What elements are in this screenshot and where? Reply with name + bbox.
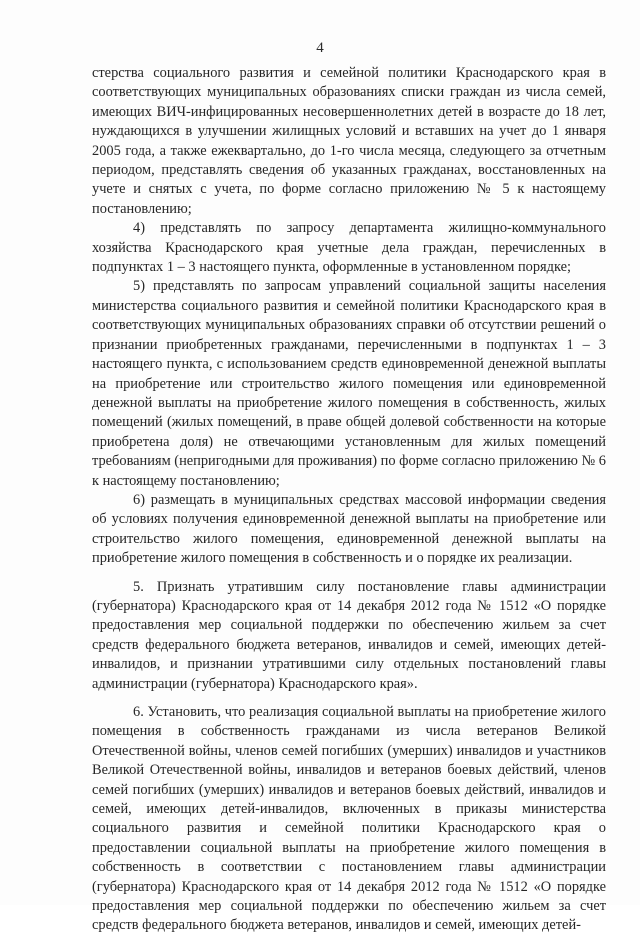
paragraph-item-6: 6) размещать в муниципальных средствах массовой информации сведения об условиях получения единовременной денежной выплаты на приобретение или строительство жилого помещения, единовременной денежной выплаты на приобретение жилого помещения в собственность и о порядке их реализации. (92, 491, 606, 567)
page-number: 4 (316, 40, 324, 56)
paragraph-continuation: стерства социального развития и семейной политики Краснодарского края в соответствующих муниципальных образованиях списки граждан из числа семей, имеющих ВИЧ-инфицированных несовершеннолетних детей в возрасте до 18 лет, нуждающихся в улучшении жилищных условий и вставших на учет до 1 января 2005 года, а также ежеквартально, до 1-го числа месяца, следующего за отчетным периодом, представлять сведения об указанных гражданах, восстановленных на учете и снятых с учета, по форме согласно приложению № 5 к настоящему постановлению; (92, 65, 606, 217)
paragraph-clause-5: 5. Признать утратившим силу постановление главы администрации (губернатора) Краснодарского края от 14 декабря 2012 года № 1512 «О порядке предоставления мер социальной поддержки по обеспечению жильем за счет средств федерального бюджета ветеранов, инвалидов и семей, имеющих детей-инвалидов, и признании утратившими силу отдельных постановлений главы администрации (губернатора) Краснодарского края». (92, 578, 606, 692)
document-body (92, 64, 606, 936)
paragraph-item-4: 4) представлять по запросу департамента жилищно-коммунального хозяйства Краснодарского края учетные дела граждан, перечисленных в подпунктах 1 – 3 настоящего пункта, оформленные в установленном порядке; (92, 220, 606, 276)
paragraph-item-5: 5) представлять по запросам управлений социальной защиты населения министерства социального развития и семейной политики Краснодарского края в соответствующих муниципальных образованиях справки об отсутствии решений о признании приобретенных гражданами, перечисленными в подпунктах 1 – 3 настоящего пункта, с использованием средств единовременной денежной выплаты на приобретение или строительство жилого помещения или единовременной денежной выплаты на приобретение жилого помещения в собственность, жилых помещений (жилых помещений, в праве общей долевой собственности на которые приобретена доля) не отвечающими установленным для жилых помещений требованиям (непригодными для проживания) по форме согласно приложению № 6 к настоящему постановлению; (92, 278, 606, 489)
paragraph-clause-6: 6. Установить, что реализация социальной выплаты на приобретение жилого помещения в собственность гражданами из числа ветеранов Великой Отечественной войны, членов семей погибших (умерших) инвалидов и участников Великой Отечественной войны, инвалидов и ветеранов боевых действий, членов семей погибших (умерших) инвалидов и ветеранов боевых действий, инвалидов и семей, имеющих детей-инвалидов, включенных в приказы министерства социального развития и семейной политики Краснодарского края о предоставлении социальной выплаты на приобретение жилого помещения в собственность в соответствии с постановлением главы администрации (губернатора) Краснодарского края от 14 декабря 2012 года № 1512 «О порядке предоставления мер социальной поддержки по обеспечению жильем за счет средств федерального бюджета ветеранов, инвалидов и семей, имеющих детей- (92, 704, 606, 934)
